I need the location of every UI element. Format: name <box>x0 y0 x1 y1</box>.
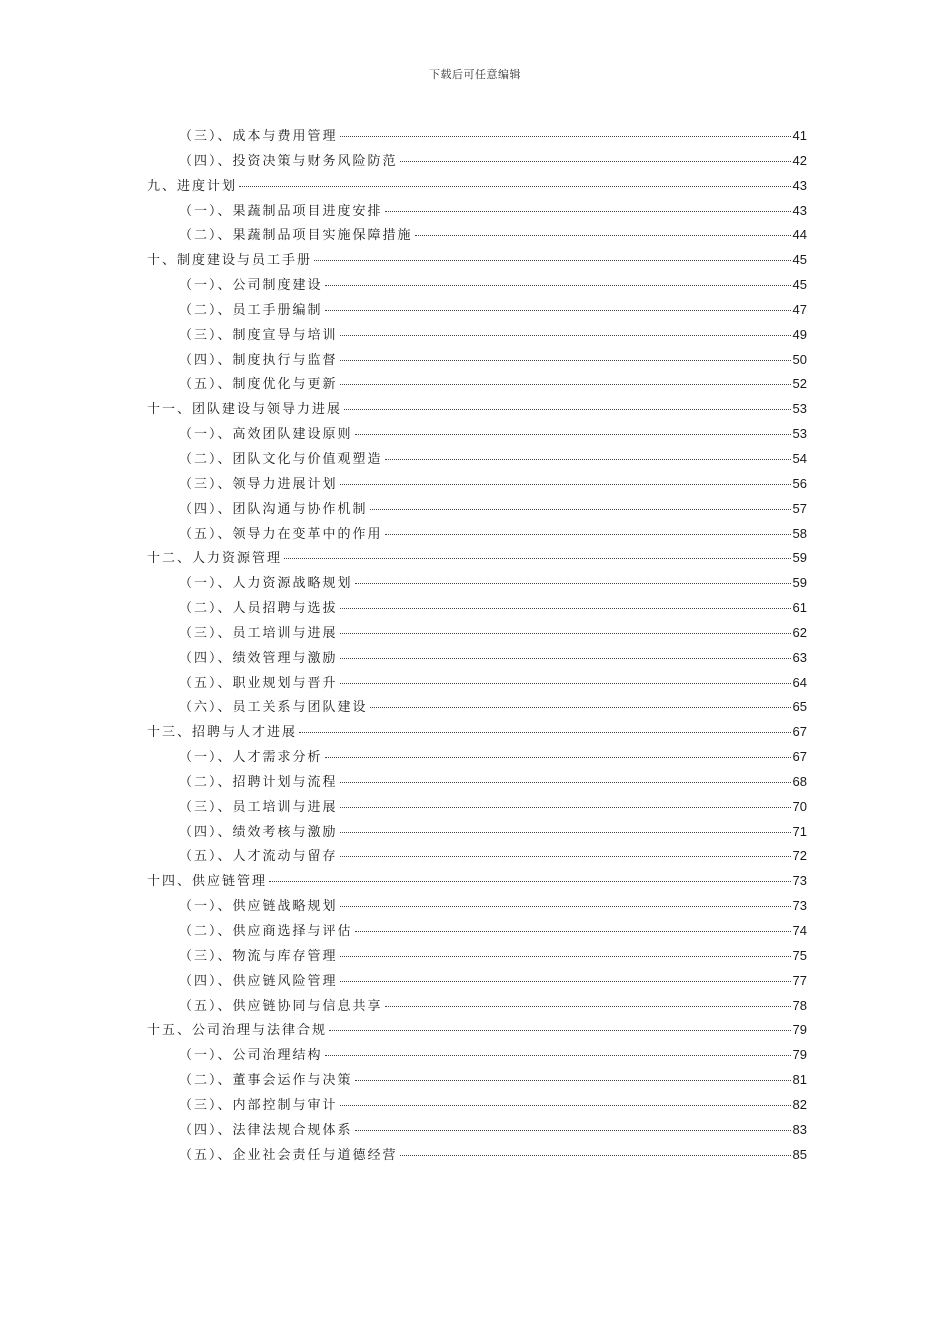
toc-entry-title: （一）、果蔬制品项目进度安排 <box>179 203 383 219</box>
toc-entry-title: 十五、公司治理与法律合规 <box>147 1023 328 1039</box>
toc-entry-title: （六）、员工关系与团队建设 <box>179 700 368 716</box>
toc-section-entry[interactable] <box>147 622 807 647</box>
toc-entry-title: 十三、招聘与人才进展 <box>147 725 298 741</box>
toc-page-number: 81 <box>792 1072 807 1088</box>
toc-page-number: 70 <box>792 798 807 814</box>
toc-page-number: 58 <box>792 525 807 541</box>
toc-section-entry[interactable] <box>147 746 807 771</box>
toc-dot-leader <box>325 757 791 758</box>
toc-entry-title: （二）、人员招聘与选拔 <box>179 601 338 617</box>
toc-entry-title: （四）、绩效管理与激励 <box>179 650 338 666</box>
toc-section-entry[interactable] <box>147 597 807 622</box>
toc-page-number: 41 <box>792 128 807 143</box>
toc-chapter-entry[interactable] <box>147 547 807 572</box>
toc-page-number: 49 <box>792 326 807 342</box>
toc-section-entry[interactable] <box>147 572 807 597</box>
toc-dot-leader <box>340 807 791 808</box>
toc-chapter-entry[interactable] <box>147 870 807 895</box>
toc-page-number: 74 <box>792 923 807 938</box>
toc-dot-leader <box>344 409 791 410</box>
toc-dot-leader <box>355 583 791 584</box>
toc-dot-leader <box>340 335 791 336</box>
toc-chapter-entry[interactable] <box>147 721 807 746</box>
toc-page-number: 52 <box>792 376 807 392</box>
toc-page-number: 54 <box>792 450 807 466</box>
toc-section-entry[interactable] <box>147 224 807 249</box>
toc-entry-title: （一）、供应链战略规划 <box>179 899 338 915</box>
toc-page-number: 67 <box>792 749 807 765</box>
toc-entry-title: 九、进度计划 <box>147 178 238 194</box>
toc-page-number: 53 <box>792 401 807 417</box>
toc-chapter-entry[interactable] <box>147 398 807 423</box>
toc-page-number: 68 <box>792 773 807 789</box>
toc-section-entry[interactable] <box>147 895 807 920</box>
toc-page-number: 82 <box>792 1096 807 1112</box>
toc-section-entry[interactable] <box>147 373 807 398</box>
toc-page-number: 73 <box>792 873 807 889</box>
toc-dot-leader <box>340 484 791 485</box>
toc-dot-leader <box>340 384 791 385</box>
toc-section-entry[interactable] <box>147 1144 807 1169</box>
toc-section-entry[interactable] <box>147 125 807 150</box>
toc-page-number: 56 <box>792 475 807 491</box>
toc-dot-leader <box>325 285 791 286</box>
toc-entry-title: （二）、员工手册编制 <box>179 302 323 318</box>
toc-entry-title: （五）、职业规划与晋升 <box>179 675 338 691</box>
toc-page-number: 59 <box>792 550 807 566</box>
toc-entry-title: （一）、公司制度建设 <box>179 278 323 294</box>
toc-section-entry[interactable] <box>147 845 807 870</box>
toc-page-number: 79 <box>792 1047 807 1063</box>
toc-entry-title: 十二、人力资源管理 <box>147 551 283 567</box>
toc-dot-leader <box>385 534 791 535</box>
toc-section-entry[interactable] <box>147 970 807 995</box>
toc-section-entry[interactable] <box>147 696 807 721</box>
toc-dot-leader <box>340 782 791 783</box>
toc-entry-title: （一）、高效团队建设原则 <box>179 427 353 443</box>
toc-page-number: 45 <box>792 252 807 268</box>
toc-page-number: 63 <box>792 649 807 665</box>
toc-dot-leader <box>325 310 791 311</box>
toc-section-entry[interactable] <box>147 423 807 448</box>
toc-page-number: 45 <box>792 277 807 293</box>
toc-entry-title: （一）、人才需求分析 <box>179 750 323 766</box>
toc-dot-leader <box>415 235 791 236</box>
toc-entry-title: （二）、供应商选择与评估 <box>179 924 353 939</box>
toc-dot-leader <box>340 856 791 857</box>
toc-section-entry[interactable] <box>147 324 807 349</box>
toc-entry-title: （一）、公司治理结构 <box>179 1048 323 1064</box>
toc-page-number: 75 <box>792 947 807 963</box>
toc-section-entry[interactable] <box>147 523 807 548</box>
toc-dot-leader <box>284 558 791 559</box>
toc-page-number: 64 <box>792 674 807 690</box>
toc-dot-leader <box>385 459 791 460</box>
toc-entry-title: （二）、果蔬制品项目实施保障措施 <box>179 228 413 244</box>
page-header: 下载后可任意编辑 <box>429 68 521 81</box>
toc-section-entry[interactable] <box>147 349 807 374</box>
toc-entry-title: 十一、团队建设与领导力进展 <box>147 402 343 418</box>
toc-section-entry[interactable] <box>147 796 807 821</box>
toc-page-number: 65 <box>792 699 807 715</box>
toc-dot-leader <box>385 1006 791 1007</box>
toc-dot-leader <box>299 732 791 733</box>
toc-entry-title: （五）、领导力在变革中的作用 <box>179 526 383 542</box>
toc-entry-title: （四）、绩效考核与激励 <box>179 824 338 840</box>
toc-dot-leader <box>340 956 791 957</box>
toc-page-number: 79 <box>792 1022 807 1038</box>
toc-page-number: 62 <box>792 624 807 640</box>
toc-entry-title: （五）、企业社会责任与道德经营 <box>179 1147 398 1163</box>
toc-entry-title: （四）、投资决策与财务风险防范 <box>179 153 398 169</box>
toc-page-number: 47 <box>792 301 807 317</box>
toc-page-number: 53 <box>792 426 807 442</box>
toc-chapter-entry[interactable] <box>147 1019 807 1044</box>
toc-dot-leader <box>400 1155 791 1156</box>
toc-entry-title: （四）、法律法规合规体系 <box>179 1122 353 1138</box>
toc-section-entry[interactable] <box>147 1069 807 1094</box>
toc-section-entry[interactable] <box>147 1119 807 1144</box>
toc-dot-leader <box>355 434 791 435</box>
toc-entry-title: （三）、员工培训与进展 <box>179 799 338 815</box>
toc-dot-leader <box>340 608 791 609</box>
toc-page-number: 43 <box>792 202 807 218</box>
toc-dot-leader <box>340 658 791 659</box>
toc-entry-title: 十四、供应链管理 <box>147 874 268 890</box>
toc-page-number: 67 <box>792 724 807 740</box>
toc-section-entry[interactable] <box>147 1094 807 1119</box>
toc-entry-title: （二）、团队文化与价值观塑造 <box>179 451 383 467</box>
toc-section-entry[interactable] <box>147 821 807 846</box>
toc-section-entry[interactable] <box>147 771 807 796</box>
toc-entry-title: （三）、领导力进展计划 <box>179 476 338 492</box>
toc-dot-leader <box>314 260 791 261</box>
toc-section-entry[interactable] <box>147 672 807 697</box>
toc-dot-leader <box>355 931 791 932</box>
toc-section-entry[interactable] <box>147 473 807 498</box>
toc-entry-title: （三）、物流与库存管理 <box>179 948 338 964</box>
toc-page-number: 71 <box>792 823 807 839</box>
toc-entry-title: （二）、董事会运作与决策 <box>179 1073 353 1089</box>
toc-entry-title: （三）、成本与费用管理 <box>179 129 338 144</box>
toc-page-number: 42 <box>792 152 807 168</box>
toc-page-number: 78 <box>792 997 807 1013</box>
toc-section-entry[interactable] <box>147 200 807 225</box>
toc-entry-title: （三）、内部控制与审计 <box>179 1097 338 1113</box>
toc-dot-leader <box>370 707 791 708</box>
toc-dot-leader <box>340 1105 791 1106</box>
toc-entry-title: （三）、员工培训与进展 <box>179 625 338 641</box>
toc-entry-title: （五）、供应链协同与信息共享 <box>179 998 383 1014</box>
toc-page-number: 61 <box>792 600 807 616</box>
toc-section-entry[interactable] <box>147 995 807 1020</box>
toc-page-number: 72 <box>792 848 807 864</box>
toc-dot-leader <box>370 509 791 510</box>
toc-chapter-entry[interactable] <box>147 249 807 274</box>
toc-page-number: 85 <box>792 1146 807 1162</box>
toc-dot-leader <box>340 832 791 833</box>
toc-entry-title: （一）、人力资源战略规划 <box>179 576 353 592</box>
toc-section-entry[interactable] <box>147 945 807 970</box>
toc-section-entry[interactable] <box>147 274 807 299</box>
toc-dot-leader <box>340 981 791 982</box>
toc-entry-title: （四）、制度执行与监督 <box>179 352 338 368</box>
toc-page-number: 73 <box>792 898 807 914</box>
toc-page-number: 50 <box>792 351 807 367</box>
toc-dot-leader <box>385 211 791 212</box>
toc-dot-leader <box>340 683 791 684</box>
toc-page-number: 43 <box>792 177 807 193</box>
toc-entry-title: （四）、团队沟通与协作机制 <box>179 501 368 517</box>
toc-dot-leader <box>355 1080 791 1081</box>
toc-entry-title: 十、制度建设与员工手册 <box>147 253 313 269</box>
toc-section-entry[interactable] <box>147 647 807 672</box>
toc-entry-title: （五）、人才流动与留存 <box>179 849 338 865</box>
toc-dot-leader <box>340 633 791 634</box>
toc-section-entry[interactable] <box>147 299 807 324</box>
toc-section-entry[interactable] <box>147 498 807 523</box>
table-of-contents <box>147 125 807 1168</box>
toc-page-number: 59 <box>792 575 807 591</box>
toc-page-number: 44 <box>792 227 807 243</box>
toc-section-entry[interactable] <box>147 150 807 175</box>
toc-dot-leader <box>400 161 791 162</box>
toc-dot-leader <box>340 136 791 137</box>
toc-entry-title: （二）、招聘计划与流程 <box>179 774 338 790</box>
toc-dot-leader <box>340 906 791 907</box>
toc-dot-leader <box>239 186 791 187</box>
toc-page-number: 57 <box>792 500 807 516</box>
toc-section-entry[interactable] <box>147 920 807 945</box>
toc-dot-leader <box>269 881 791 882</box>
toc-entry-title: （三）、制度宣导与培训 <box>179 327 338 343</box>
toc-page-number: 77 <box>792 972 807 988</box>
toc-dot-leader <box>355 1130 791 1131</box>
toc-entry-title: （四）、供应链风险管理 <box>179 973 338 989</box>
toc-dot-leader <box>340 360 791 361</box>
toc-page-number: 83 <box>792 1121 807 1137</box>
toc-chapter-entry[interactable] <box>147 175 807 200</box>
toc-dot-leader <box>329 1030 791 1031</box>
toc-entry-title: （五）、制度优化与更新 <box>179 377 338 393</box>
toc-section-entry[interactable] <box>147 448 807 473</box>
toc-dot-leader <box>325 1055 791 1056</box>
toc-section-entry[interactable] <box>147 1044 807 1069</box>
